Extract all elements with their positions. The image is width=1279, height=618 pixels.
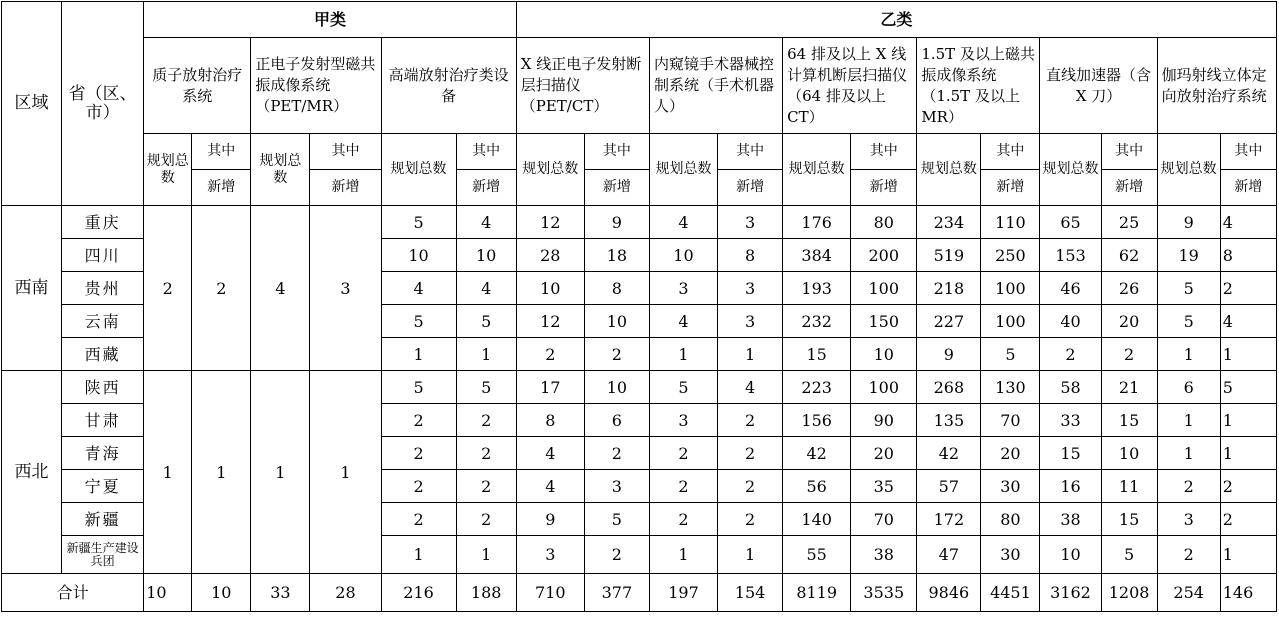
value-cell: 9	[917, 338, 981, 371]
value-cell: 80	[981, 503, 1040, 536]
value-cell: 2	[456, 404, 516, 437]
value-cell: 15	[1101, 404, 1157, 437]
table-row	[2, 206, 1277, 239]
category-surgical-robot: 内窥镜手术器械控制系统（手术机器人）	[649, 38, 782, 134]
value-cell: 218	[917, 272, 981, 305]
value-cell: 38	[851, 536, 917, 574]
value-cell: 3	[516, 536, 584, 574]
value-cell: 1	[456, 536, 516, 574]
of-which-header: 其中	[456, 134, 516, 170]
value-cell: 4	[456, 272, 516, 305]
region-cell: 西北	[2, 371, 62, 574]
header-group-a: 甲类	[144, 2, 517, 38]
value-cell: 100	[851, 371, 917, 404]
value-cell: 40	[1040, 305, 1101, 338]
category-pet-mr: 正电子发射型磁共振成像系统（PET/MR）	[251, 38, 381, 134]
of-which-header: 其中	[1101, 134, 1157, 170]
value-cell: 12	[516, 206, 584, 239]
value-cell: 56	[783, 470, 851, 503]
value-cell: 1	[718, 338, 783, 371]
total-value-cell: 154	[718, 574, 783, 612]
total-value-cell: 1208	[1101, 574, 1157, 612]
value-cell: 18	[584, 239, 649, 272]
value-cell: 2	[584, 437, 649, 470]
value-cell: 20	[981, 437, 1040, 470]
value-cell: 20	[1101, 305, 1157, 338]
region-cell: 西南	[2, 206, 62, 371]
value-cell: 3	[649, 404, 717, 437]
plan-total-header: 规划总数	[783, 134, 851, 206]
header-group-b: 乙类	[516, 2, 1276, 38]
category-64-ct: 64 排及以上 X 线计算机断层扫描仪（64 排及以上 CT）	[783, 38, 917, 134]
value-cell: 6	[1157, 371, 1220, 404]
value-cell: 2	[649, 437, 717, 470]
of-which-header: 其中	[718, 134, 783, 170]
value-cell: 5	[1220, 371, 1276, 404]
shared-value-cell: 2	[144, 206, 192, 371]
value-cell: 57	[917, 470, 981, 503]
total-value-cell: 254	[1157, 574, 1220, 612]
value-cell: 90	[851, 404, 917, 437]
total-value-cell: 3535	[851, 574, 917, 612]
value-cell: 130	[981, 371, 1040, 404]
value-cell: 2	[456, 503, 516, 536]
value-cell: 1	[1157, 404, 1220, 437]
value-cell: 100	[981, 305, 1040, 338]
value-cell: 2	[1220, 503, 1276, 536]
value-cell: 1	[1220, 338, 1276, 371]
category-proton: 质子放射治疗系统	[144, 38, 251, 134]
value-cell: 3	[1157, 503, 1220, 536]
of-which-header: 其中	[851, 134, 917, 170]
province-cell: 新疆	[62, 503, 144, 536]
value-cell: 10	[456, 239, 516, 272]
value-cell: 5	[381, 305, 456, 338]
value-cell: 3	[718, 272, 783, 305]
value-cell: 58	[1040, 371, 1101, 404]
value-cell: 2	[718, 470, 783, 503]
value-cell: 4	[381, 272, 456, 305]
province-cell: 四川	[62, 239, 144, 272]
value-cell: 26	[1101, 272, 1157, 305]
value-cell: 110	[981, 206, 1040, 239]
value-cell: 1	[1157, 437, 1220, 470]
new-added-header: 新增	[1101, 170, 1157, 206]
value-cell: 519	[917, 239, 981, 272]
value-cell: 234	[917, 206, 981, 239]
total-value-cell: 197	[649, 574, 717, 612]
category-high-end-radiotherapy: 高端放射治疗类设备	[381, 38, 516, 134]
value-cell: 2	[718, 503, 783, 536]
value-cell: 28	[516, 239, 584, 272]
value-cell: 4	[649, 206, 717, 239]
value-cell: 38	[1040, 503, 1101, 536]
value-cell: 10	[851, 338, 917, 371]
value-cell: 140	[783, 503, 851, 536]
value-cell: 5	[456, 371, 516, 404]
value-cell: 2	[584, 338, 649, 371]
value-cell: 193	[783, 272, 851, 305]
value-cell: 8	[584, 272, 649, 305]
value-cell: 156	[783, 404, 851, 437]
of-which-header: 其中	[1220, 134, 1276, 170]
value-cell: 227	[917, 305, 981, 338]
value-cell: 10	[584, 305, 649, 338]
value-cell: 2	[718, 437, 783, 470]
value-cell: 1	[1220, 536, 1276, 574]
province-cell: 新疆生产建设兵团	[62, 536, 144, 574]
value-cell: 4	[1220, 305, 1276, 338]
plan-total-header: 规划总数	[251, 134, 310, 206]
value-cell: 2	[718, 404, 783, 437]
value-cell: 65	[1040, 206, 1101, 239]
value-cell: 80	[851, 206, 917, 239]
value-cell: 42	[783, 437, 851, 470]
value-cell: 5	[1157, 272, 1220, 305]
value-cell: 150	[851, 305, 917, 338]
value-cell: 172	[917, 503, 981, 536]
value-cell: 1	[1220, 404, 1276, 437]
new-added-header: 新增	[456, 170, 516, 206]
new-added-header: 新增	[718, 170, 783, 206]
value-cell: 2	[516, 338, 584, 371]
total-value-cell: 216	[381, 574, 456, 612]
province-cell: 贵州	[62, 272, 144, 305]
shared-value-cell: 4	[251, 206, 310, 371]
value-cell: 70	[851, 503, 917, 536]
province-cell: 宁夏	[62, 470, 144, 503]
value-cell: 55	[783, 536, 851, 574]
shared-value-cell: 1	[310, 371, 381, 574]
category-pet-ct: X 线正电子发射断层扫描仪（PET/CT）	[516, 38, 649, 134]
value-cell: 1	[718, 536, 783, 574]
header-province: 省（区、市）	[62, 2, 144, 206]
shared-value-cell: 3	[310, 206, 381, 371]
new-added-header: 新增	[981, 170, 1040, 206]
value-cell: 1	[381, 338, 456, 371]
province-cell: 云南	[62, 305, 144, 338]
value-cell: 250	[981, 239, 1040, 272]
plan-total-header: 规划总数	[1040, 134, 1101, 206]
value-cell: 4	[456, 206, 516, 239]
category-gamma-knife: 伽玛射线立体定向放射治疗系统	[1157, 38, 1276, 134]
value-cell: 30	[981, 536, 1040, 574]
value-cell: 2	[1220, 470, 1276, 503]
value-cell: 2	[1157, 470, 1220, 503]
new-added-header: 新增	[310, 170, 381, 206]
of-which-header: 其中	[584, 134, 649, 170]
value-cell: 2	[649, 470, 717, 503]
value-cell: 153	[1040, 239, 1101, 272]
value-cell: 35	[851, 470, 917, 503]
province-cell: 重庆	[62, 206, 144, 239]
value-cell: 3	[584, 470, 649, 503]
shared-value-cell: 1	[192, 371, 251, 574]
value-cell: 9	[584, 206, 649, 239]
planning-table	[1, 1, 1277, 612]
plan-total-header: 规划总数	[381, 134, 456, 206]
value-cell: 8	[516, 404, 584, 437]
value-cell: 33	[1040, 404, 1101, 437]
value-cell: 2	[381, 470, 456, 503]
value-cell: 135	[917, 404, 981, 437]
value-cell: 2	[1220, 272, 1276, 305]
plan-total-header: 规划总数	[649, 134, 717, 206]
of-which-header: 其中	[981, 134, 1040, 170]
value-cell: 17	[516, 371, 584, 404]
new-added-header: 新增	[1220, 170, 1276, 206]
value-cell: 10	[584, 371, 649, 404]
total-value-cell: 188	[456, 574, 516, 612]
value-cell: 2	[456, 470, 516, 503]
province-cell: 陕西	[62, 371, 144, 404]
value-cell: 15	[783, 338, 851, 371]
total-value-cell: 28	[310, 574, 381, 612]
value-cell: 3	[718, 305, 783, 338]
value-cell: 1	[1157, 338, 1220, 371]
value-cell: 10	[649, 239, 717, 272]
value-cell: 8	[718, 239, 783, 272]
total-value-cell: 710	[516, 574, 584, 612]
plan-total-header: 规划总数	[917, 134, 981, 206]
value-cell: 2	[649, 503, 717, 536]
value-cell: 2	[381, 404, 456, 437]
value-cell: 10	[1101, 437, 1157, 470]
value-cell: 19	[1157, 239, 1220, 272]
value-cell: 1	[649, 536, 717, 574]
value-cell: 16	[1040, 470, 1101, 503]
new-added-header: 新增	[851, 170, 917, 206]
value-cell: 4	[516, 437, 584, 470]
province-cell: 西藏	[62, 338, 144, 371]
total-value-cell: 8119	[783, 574, 851, 612]
value-cell: 10	[381, 239, 456, 272]
value-cell: 10	[516, 272, 584, 305]
new-added-header: 新增	[584, 170, 649, 206]
value-cell: 2	[1101, 338, 1157, 371]
value-cell: 200	[851, 239, 917, 272]
total-value-cell: 4451	[981, 574, 1040, 612]
header-region: 区域	[2, 2, 62, 206]
value-cell: 20	[851, 437, 917, 470]
value-cell: 1	[649, 338, 717, 371]
value-cell: 2	[381, 503, 456, 536]
value-cell: 2	[456, 437, 516, 470]
value-cell: 2	[1040, 338, 1101, 371]
province-cell: 青海	[62, 437, 144, 470]
total-row	[2, 574, 1277, 612]
total-label: 合计	[2, 574, 144, 612]
category-mr: 1.5T 及以上磁共振成像系统（1.5T 及以上 MR）	[917, 38, 1040, 134]
value-cell: 70	[981, 404, 1040, 437]
value-cell: 176	[783, 206, 851, 239]
shared-value-cell: 1	[144, 371, 192, 574]
total-value-cell: 3162	[1040, 574, 1101, 612]
total-value-cell: 10	[192, 574, 251, 612]
value-cell: 5	[1101, 536, 1157, 574]
value-cell: 2	[381, 437, 456, 470]
value-cell: 232	[783, 305, 851, 338]
value-cell: 25	[1101, 206, 1157, 239]
value-cell: 1	[1220, 437, 1276, 470]
value-cell: 1	[381, 536, 456, 574]
value-cell: 5	[1157, 305, 1220, 338]
value-cell: 3	[649, 272, 717, 305]
category-linac: 直线加速器（含 X 刀）	[1040, 38, 1157, 134]
value-cell: 9	[516, 503, 584, 536]
value-cell: 21	[1101, 371, 1157, 404]
value-cell: 5	[584, 503, 649, 536]
value-cell: 384	[783, 239, 851, 272]
value-cell: 62	[1101, 239, 1157, 272]
value-cell: 100	[851, 272, 917, 305]
value-cell: 268	[917, 371, 981, 404]
of-which-header: 其中	[192, 134, 251, 170]
plan-total-header: 规划总数	[144, 134, 192, 206]
total-value-cell: 377	[584, 574, 649, 612]
value-cell: 15	[1040, 437, 1101, 470]
value-cell: 30	[981, 470, 1040, 503]
value-cell: 5	[649, 371, 717, 404]
value-cell: 5	[981, 338, 1040, 371]
value-cell: 6	[584, 404, 649, 437]
value-cell: 3	[718, 206, 783, 239]
value-cell: 11	[1101, 470, 1157, 503]
value-cell: 4	[718, 371, 783, 404]
of-which-header: 其中	[310, 134, 381, 170]
total-value-cell: 33	[251, 574, 310, 612]
value-cell: 1	[456, 338, 516, 371]
value-cell: 9	[1157, 206, 1220, 239]
value-cell: 5	[381, 206, 456, 239]
new-added-header: 新增	[192, 170, 251, 206]
value-cell: 5	[456, 305, 516, 338]
value-cell: 4	[1220, 206, 1276, 239]
total-value-cell: 146	[1220, 574, 1276, 612]
value-cell: 100	[981, 272, 1040, 305]
value-cell: 42	[917, 437, 981, 470]
value-cell: 2	[584, 536, 649, 574]
value-cell: 47	[917, 536, 981, 574]
value-cell: 4	[649, 305, 717, 338]
total-value-cell: 10	[144, 574, 192, 612]
shared-value-cell: 2	[192, 206, 251, 371]
value-cell: 15	[1101, 503, 1157, 536]
value-cell: 4	[516, 470, 584, 503]
province-cell: 甘肃	[62, 404, 144, 437]
value-cell: 8	[1220, 239, 1276, 272]
value-cell: 2	[1157, 536, 1220, 574]
table-row	[2, 371, 1277, 404]
plan-total-header: 规划总数	[516, 134, 584, 206]
plan-total-header: 规划总数	[1157, 134, 1220, 206]
value-cell: 5	[381, 371, 456, 404]
total-value-cell: 9846	[917, 574, 981, 612]
value-cell: 10	[1040, 536, 1101, 574]
value-cell: 223	[783, 371, 851, 404]
value-cell: 46	[1040, 272, 1101, 305]
shared-value-cell: 1	[251, 371, 310, 574]
value-cell: 12	[516, 305, 584, 338]
